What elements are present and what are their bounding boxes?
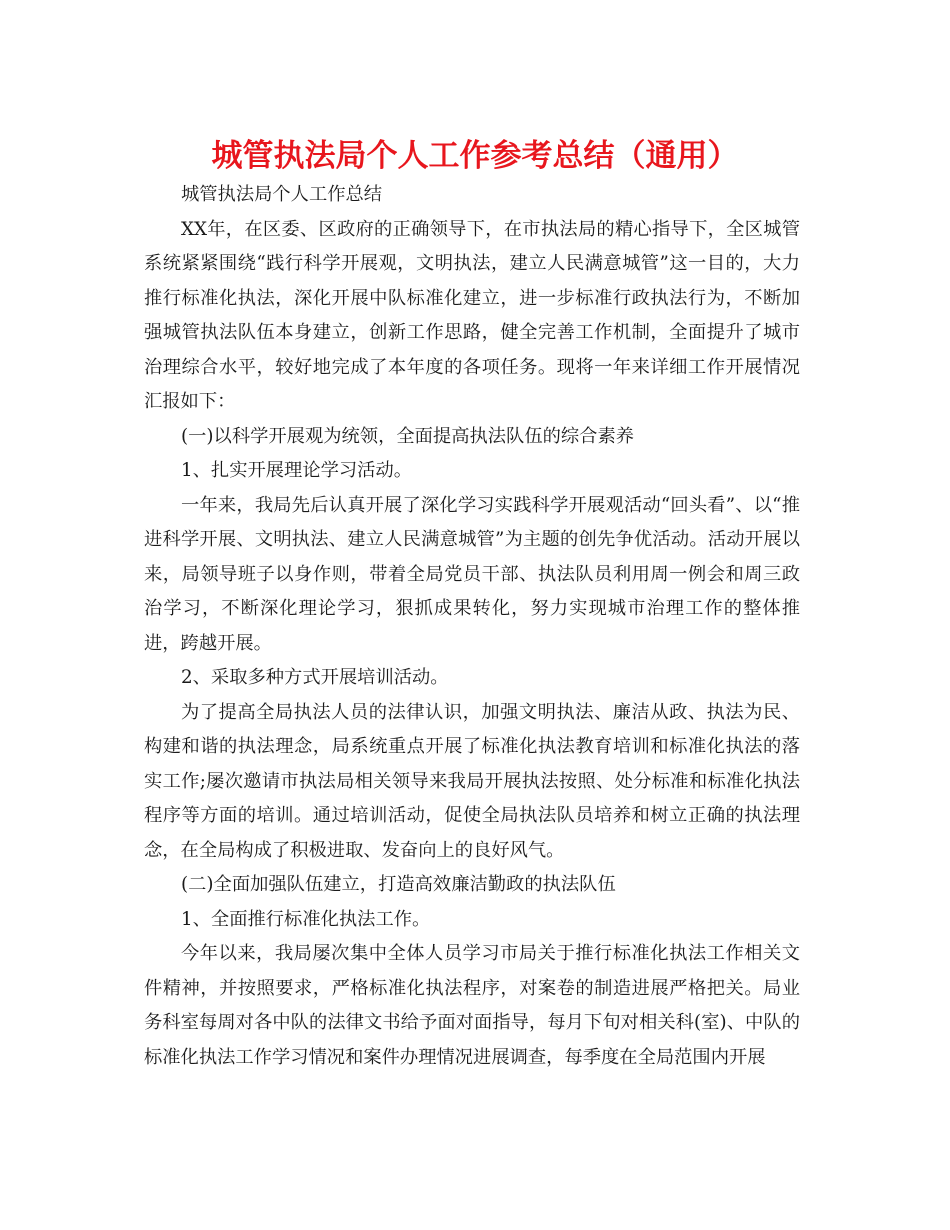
paragraph-standardization: 今年以来，我局屡次集中全体人员学习市局关于推行标准化执法工作相关文件精神，并按照要求，严格标准化执法程序，对案卷的制造进展严格把关。局业务科室每周对各中队的法律文书给予面对面指导，每月下旬对相关科(室)、中队的标准化执法工作学习情况和案件办理情况进展调查，每季度在全局范围内开展 [144, 943, 800, 1068]
section-heading-1: (一)以科学开展观为统领，全面提高执法队伍的综合素养 [181, 425, 635, 447]
paragraph-subtitle: 城管执法局个人工作总结 [181, 184, 383, 205]
section-heading-2: (二)全面加强队伍建立，打造高效廉洁勤政的执法队伍 [181, 874, 616, 895]
document-title: 城管执法局个人工作参考总结（通用） [211, 138, 739, 174]
paragraph-training: 为了提高全局执法人员的法律认识，加强文明执法、廉洁从政、执法为民、构建和谐的执法理念，局系统重点开展了标准化执法教育培训和标准化执法的落实工作;屡次邀请市执法局相关领导来我局开展执法按照、处分标准和标准化执法程序等方面的培训。通过培训活动，促使全局执法队员培养和树立正确的执法理念，在全局构成了积极进取、发奋向上的良好风气。 [144, 701, 800, 861]
subheading-1-1: 1、扎实开展理论学习活动。 [181, 460, 413, 481]
paragraph-theory-study: 一年来，我局先后认真开展了深化学习实践科学开展观活动“回头看”、以“推进科学开展、文明执法、建立人民满意城管”为主题的创先争优活动。活动开展以来，局领导班子以身作则，带着全局党员干部、执法队员利用周一例会和周三政治学习，不断深化理论学习，狠抓成果转化，努力实现城市治理工作的整体推进，跨越开展。 [144, 494, 800, 654]
document-body [144, 178, 800, 1075]
subheading-2-1: 1、全面推行标准化执法工作。 [181, 908, 431, 930]
paragraph-intro: XX年，在区委、区政府的正确领导下，在市执法局的精心指导下，全区城管系统紧紧围绕“践行科学开展观，文明执法，建立人民满意城管”这一目的，大力推行标准化执法，深化开展中队标准化建立，进一步标准行政执法行为，不断加强城管执法队伍本身建立，创新工作思路，健全完善工作机制，全面提升了城市治理综合水平，较好地完成了本年度的各项任务。现将一年来详细工作开展情况汇报如下： [144, 218, 800, 412]
subheading-1-2: 2、采取多种方式开展培训活动。 [181, 667, 449, 688]
